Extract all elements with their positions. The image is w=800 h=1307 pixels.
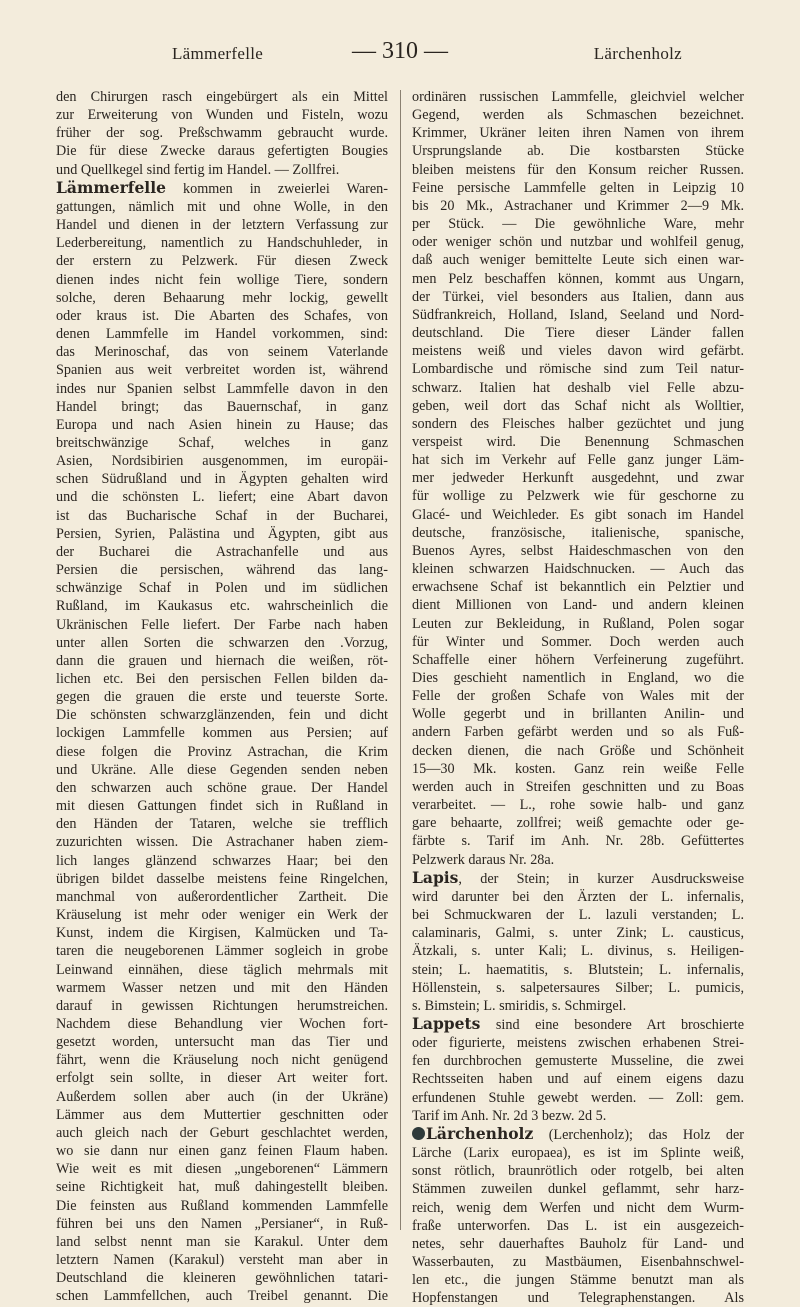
text-line: den Chirurgen rasch eingebürgert als ein Mittel [56,89,388,105]
text-line: meistens weiß und vieles davon wird gefärbt. [412,343,744,360]
text-line: Kräuselung ist mehr oder weniger ein Werk der [56,907,388,924]
text-line: indes nur Spanien selbst Lammfelle davon in den [56,380,388,397]
text-line: taren die neugeborenen Lämmer sogleich in grobe [56,943,388,960]
entry-marker-icon [412,1127,425,1140]
text-line: Lederbereitung, namentlich zu Handschuhleder, in [56,235,388,252]
text-line: deutsche, französische, italienische, spanische, [412,524,744,541]
text-line: per Stück. — Die gewöhnliche Ware, mehr [412,216,744,233]
text-line: Kunst, indem die Kirgisen, Kalmücken und Ta- [56,925,388,942]
text-line: Feine persische Lammfelle gelten in Leipzig 10 [412,179,744,196]
text-line: bis 20 Mk., Astrachaner und Krimmer 2—9 Mk. [412,197,744,214]
text-line: Dies geschieht namentlich in England, wo die [412,670,744,686]
text-line: reich, wenig dem Werfen und nicht dem Wurm- [412,1199,744,1216]
text-line: Persien die persischen, während das lang- [56,562,388,579]
left-column [56,88,388,1305]
text-line: solche, deren Behaarung mehr lockig, gewellt [56,289,388,306]
text-line: fährt, wenn die Kräuselung noch nicht genügend [56,1052,388,1069]
running-header [50,38,750,74]
text-line: Die für diese Zwecke daraus gefertigten Bougies [56,143,388,160]
text-line: Wie weit es mit diesen „ungeborenen“ Lämmern [56,1161,388,1178]
text-line: darauf in gewissen Richtungen herumstreichen. [56,997,388,1014]
text-line: Rußland, im Kaukasus etc. wahrscheinlich die [56,598,388,615]
text-line: schen Südrußland und in Ägypten gehalten wird [56,471,388,488]
text-line: das Merinoschaf, das von seinem Vaterlande [56,344,388,361]
text-line: daß auch weniger bemittelte Leute sich einen war- [412,252,744,269]
text-line: breitschwänzige Schaf, welches in ganz [56,434,388,451]
text-line: zuzurichten wissen. Die Astrachaner haben ziem- [56,834,388,851]
text-line: hat sich im Verkehr auf Felle ganz junger Läm- [412,452,744,469]
text-line: dann die grauen und hiernach die weißen, röt- [56,652,388,669]
text-line: warmem Wasser netzen und mit den Händen [56,979,388,996]
headword-lappets: Lappets [412,1014,481,1033]
text-line: Außerdem sollen aber auch (in der Ukräne) [56,1088,388,1105]
text-line: gegen die grauen die erste und teuerste Sorte. [56,689,388,706]
text-line: schen Lammfellchen, auch Treibel genannt. Die [56,1288,388,1305]
text-line: schwarz. Italien hat deshalb viel Felle abzu- [412,379,744,396]
text-line: lich langes glänzend schwarzes Haar; bei den [56,852,388,869]
text-line: verspeist wird. Die Benennung Schmaschen [412,433,744,450]
header-left-term: Lämmerfelle [172,44,264,63]
text-line: netes, sehr dauerhaftes Bauholz für Land- und [412,1235,744,1252]
text-line: Leinwand einnähen, diese täglich mehrmals mit [56,961,388,978]
text-line: den Händen der Tataren, welche sie trefflich [56,816,388,833]
text-line: Die schönsten schwarzglänzenden, fein und dicht [56,707,388,724]
text-line: Ukränischen Felle liefert. Der Farbe nach haben [56,616,388,633]
text-line: und Ukräne. Alle diese Gegenden senden neben [56,761,388,778]
text-line: Krimmer, Ukräner leiten ihren Namen von ihrem [412,125,744,142]
text-line: s. Bimstein; L. smiridis, s. Schmirgel. [412,997,627,1014]
text-line: Felle der großen Schafe von Wales mit der [412,688,744,705]
headword-lapis: Lapis [412,868,459,887]
text-line: Pelzwerk daraus Nr. 28a. [412,851,555,868]
text-line: färbte s. Tarif im Anh. Nr. 28b. Gefüttertes [412,833,744,850]
text-line: lockigen Lammfelle kommen aus Persien; auf [56,725,388,742]
text-line: Nachdem diese Behandlung vier Wochen fort- [56,1015,388,1032]
text-line: Schaffelle einer höhern Verfeinerung zugeführt. [412,651,744,668]
text-line: land selbst nennt man sie Karakul. Unter dem [56,1233,388,1250]
text-line: der Türkei, viel besonders aus Italien, dann aus [412,288,744,305]
text-line: lichen etc. Bei den persischen Fellen bilden da- [56,671,388,687]
text-line: Asien, Nordsibirien ausgenommen, im europäi- [56,453,388,470]
text-line: Hopfenstangen und Telegraphenstangen. Als [412,1290,744,1307]
text-line: wird darunter bei den Ärzten der L. infernalis, [412,888,744,905]
text-line: dienen indes nicht fein wollige Tiere, sondern [56,271,388,288]
text-line: Tarif im Anh. Nr. 2d 3 bezw. 2d 5. [412,1107,607,1124]
text-line: gare behaarte, zollfrei; weiß gemachte oder ge- [412,815,744,832]
text-line: Ursprungslande ab. Die kostbarsten Stücke [412,143,744,160]
text-line: deutschland. Die Tiere dieser Länder fallen [412,325,744,342]
text-line: bei Schmuckwaren der L. lazuli verstanden; L. [412,907,744,924]
text-line: seine Richtigkeit hat, muß dahingestellt bleiben. [56,1179,388,1196]
text-line: men Pelz beschaffen können, kommt aus Ungarn, [412,270,744,287]
text-line: oder kraus ist. Die Abarten des Schafes, von [56,307,388,324]
text-line: Handel und dienen in der letztern Verfassung zur [56,217,388,234]
text-line: geben, weil dort das Schaf nicht als Wolltier, [412,397,744,414]
text-line: für Winter und Sommer. Doch werden auch [412,633,744,650]
headword-laerchenholz: Lärchenholz [426,1124,534,1143]
text-line: Ätzkali, s. unter Kali; L. divinus, s. Heiligen- [412,943,744,960]
text-line: Höllenstein, s. salpetersaures Silber; L. pumicis, [412,979,744,996]
text-line: früher der sog. Preßschwamm gebraucht wurde. [56,125,388,142]
text-line: führen bei uns den Namen „Persianer“, in Ruß- [56,1215,388,1232]
right-column [412,88,744,1307]
text-line: Spanien aus weit verbreitet worden ist, während [56,362,388,379]
text-line: der Bucharei die Astrachanfelle und aus [56,543,388,560]
text-line: und Quellkegel sind fertig im Handel. — Zollfrei. [56,161,340,178]
text-line: Persien, Syrien, Palästina und Ägypten, gibt aus [56,525,388,542]
text-line: Lämmerfelle kommen in zweierlei Waren- [56,178,388,197]
text-line: stein; L. haematitis, s. Blutstein; L. infernalis, [412,961,744,978]
text-line: mit diesen Gattungen findet sich in Rußland in [56,798,388,815]
text-line: Glacé- und Weichleder. Es gibt sonach im Handel [412,506,744,523]
text-line: Rechtsseiten haben und auf einem eigens dazu [412,1071,744,1088]
text-line: erwachsene Schaf ist bekanntlich ein Pelztier und [412,579,744,596]
text-line: Buenos Ayres, selbst Haideschmaschen von den [412,542,744,559]
text-line: len etc., die jungen Stämme benutzt man als [412,1272,744,1289]
text-line: sonst rötlich, braunrötlich oder rotgelb, bei alten [412,1163,744,1180]
text-line: oder figurierte, meistens zwischen erhabenen Strei- [412,1035,744,1052]
text-line: bleiben meistens für den Konsum reicher Russen. [412,161,744,178]
header-right-term: Lärchenholz [593,44,682,63]
text-line: Europa und nach Asien hinein zu Hause; das [56,416,388,433]
text-line: der erstern zu Pelzwerk. Für diesen Zweck [56,253,388,270]
text-line: den schwarzen auch schöne graue. Der Handel [56,779,388,796]
text-line: Deutschland die kleineren gewöhnlichen tatari- [56,1270,388,1287]
text-line: und die schönsten L. liefert; eine Abart davon [56,489,388,506]
text-line: diese folgen die Provinz Astrachan, die Krim [56,743,388,760]
text-line: Handel bringt; das Bauernschaf, in ganz [56,398,388,415]
text-line: ist das Bucharische Schaf in der Bucharei, [56,507,388,524]
text-line: Lämmer aus dem Muttertier geschnitten oder [56,1106,388,1123]
text-line: Lapis, der Stein; in kurzer Ausdrucksweise [412,868,744,887]
text-line: mer jedweder Herkunft ausgedehnt, und zwar [412,470,744,487]
text-line: zur Erweiterung von Wunden und Fisteln, wozu [56,107,388,124]
text-line: verarbeitet. — L., rohe sowie halb- und ganz [412,797,744,814]
text-line: Lärche (Larix europaea), es ist im Splinte weiß, [412,1145,744,1162]
text-line: Lärchenholz (Lerchenholz); das Holz der [412,1125,744,1144]
text-line: Stämmen zuweilen dunkel geflammt, sehr harz- [412,1181,744,1198]
text-line: wo sie dann nur einen ganz feinen Flaum haben. [56,1143,388,1160]
text-line: auch gleich nach der Geburt geschlachtet werden, [56,1124,388,1141]
text-line: oder weniger schön und nutzbar und wohlfeil genug, [412,234,744,251]
page-number: — 310 — [352,38,448,64]
text-line: fen durchbrochen gemusterte Musseline, die zwei [412,1053,744,1070]
text-line: Lombardische und römische sind zum Teil natur- [412,361,744,378]
text-line: ordinären russischen Lammfelle, gleichviel welcher [412,89,744,105]
text-line: calaminaris, Galmi, s. unter Zink; L. causticus, [412,925,744,942]
text-line: kleinen schwarzen Haidschnucken. — Auch das [412,561,744,578]
text-line: Die feinsten aus Rußland kommenden Lammfelle [56,1197,388,1214]
text-line: Südfrankreich, Holland, Island, Seeland und Nord- [412,306,744,323]
text-line: erfundenen Stuhle gewebt werden. — Zoll: gem. [412,1089,744,1106]
column-divider [400,90,401,1230]
text-line: letztern Namen (Karakul) versteht man aber in [56,1252,388,1268]
text-line: Wolle gegerbt und in brillanten Anilin- und [412,706,744,723]
text-line: Leuten zur Bekleidung, in Rußland, Polen sogar [412,615,744,632]
text-line: gattungen, nämlich mit und ohne Wolle, in den [56,198,388,215]
text-line: andern Farben gefärbt werden und so als Fuß- [412,724,744,741]
text-line: 15—30 Mk. kosten. Ganz rein weiße Felle [412,760,744,777]
text-line: manchmal von außerordentlicher Zartheit. Die [56,888,388,905]
text-line: gesetzt worden, untersucht man das Tier und [56,1034,388,1051]
text-line: unter allen Sorten die schwarzen den .Vorzug, [56,634,388,651]
text-line: Gegend, werden als Schmaschen bezeichnet. [412,107,744,124]
text-line: sondern des Fleisches halber gezüchtet und jung [412,415,744,432]
text-line: schwänzige Schaf in Polen und im südlichen [56,580,388,597]
text-line: dient Millionen von Land- und andern kleinen [412,597,744,614]
text-line: werden auch in Streifen geschnitten und zu Boas [412,778,744,795]
text-line: für wollige zu Pelzwerk wie für geschorne zu [412,488,744,505]
text-line: übrigen bildet dasselbe meistens feine Ringelchen, [56,870,388,887]
text-line: fraße unterworfen. Das L. ist ein ausgezeich- [412,1217,744,1234]
text-line: decken dienen, die nach Größe und Schönheit [412,742,744,759]
text-line: denen Lammfelle im Handel vorkommen, sind: [56,326,388,343]
text-line: Wasserbauten, zu Mastbäumen, Eisenbahnschwel- [412,1254,744,1270]
text-line: erfolgt sein sollte, in dieser Art weiter fort. [56,1070,388,1087]
text-line: Lappets sind eine besondere Art broschierte [412,1014,744,1033]
headword-laemmerfelle: Lämmerfelle [56,178,166,197]
